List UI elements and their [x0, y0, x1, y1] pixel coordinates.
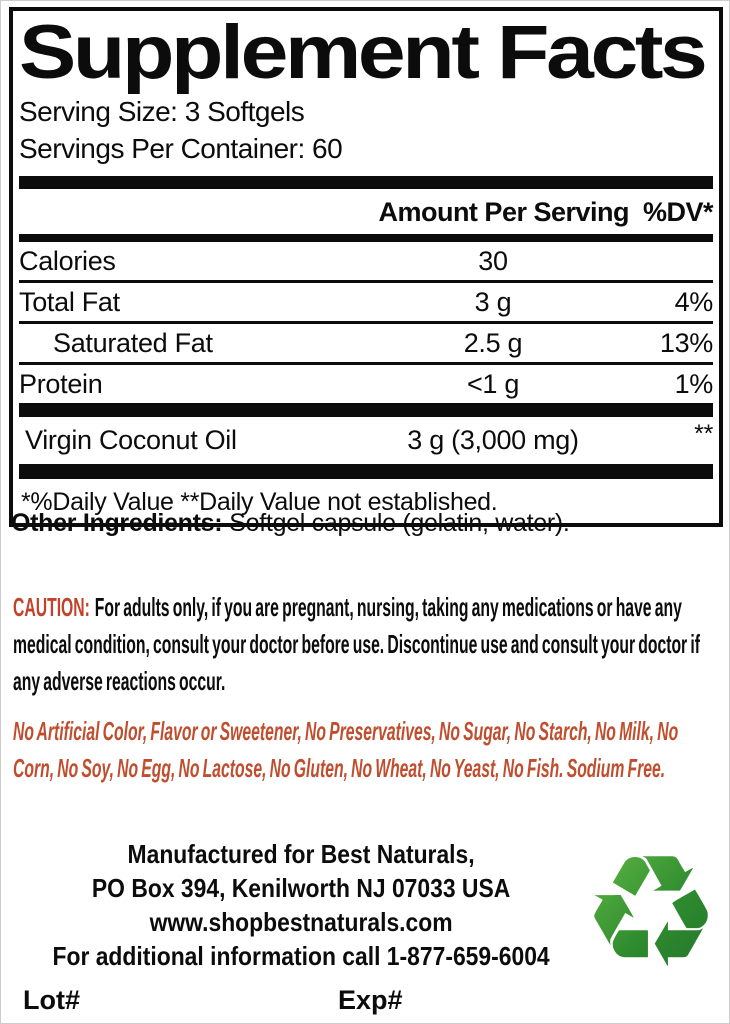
- nutrient-name: Saturated Fat: [53, 328, 213, 358]
- no-additives-claims: No Artificial Color, Flavor or Sweetener, No Preservatives, No Sugar, No Starch, No Milk, No Corn, No Soy, No Egg, No Lactose, No Gluten, No Wheat, No Yeast, No Fish. Sodium Free.: [13, 716, 679, 783]
- exp-date-label: Exp#: [338, 985, 403, 1015]
- website-line: www.shopbestnaturals.com: [149, 907, 453, 937]
- table-row-protein: [19, 365, 713, 403]
- other-ingredients-text: Softgel capsule (gelatin, water).: [229, 509, 570, 537]
- address-line: PO Box 394, Kenilworth NJ 07033 USA: [91, 873, 511, 903]
- serving-size: Serving Size: 3 Softgels: [19, 96, 305, 127]
- table-row-saturated-fat: [19, 324, 713, 365]
- manufacturer-block: [1, 837, 601, 973]
- nutrient-dv: 1%: [674, 369, 713, 399]
- phone-line: For additional information call 1-877-659-6004: [52, 941, 550, 971]
- nutrient-amount: 2.5 g: [463, 328, 523, 358]
- lot-number-label: Lot#: [23, 985, 80, 1015]
- caution-label: CAUTION:: [13, 592, 90, 622]
- table-row-total-fat: [19, 283, 713, 324]
- daily-value-footnote: *%Daily Value **Daily Value not established.: [21, 488, 498, 516]
- table-row-calories: [19, 242, 713, 283]
- other-ingredients-label: Other Ingredients:: [11, 509, 223, 537]
- nutrient-dv: 13%: [659, 328, 713, 358]
- divider-header: [19, 234, 713, 242]
- table-row-virgin-coconut-oil: [19, 417, 713, 464]
- divider-thick-bottom: [19, 464, 713, 479]
- caution-text: For adults only, if you are pregnant, nursing, taking any medications or have any medical condition, consult your doctor before use. Discontinue use and consult your doctor if any adverse reactions occur.: [13, 592, 700, 696]
- recycle-icon: [575, 835, 727, 991]
- table-header-row: [19, 189, 713, 234]
- nutrient-amount: <1 g: [466, 369, 520, 399]
- manufactured-line: Manufactured for Best Naturals,: [127, 839, 475, 869]
- divider-thick-mid: [19, 403, 713, 417]
- column-header-dv: %DV*: [643, 197, 714, 227]
- nutrient-amount: 30: [478, 246, 508, 276]
- caution-paragraph: [13, 589, 721, 700]
- ingredient-amount: 3 g (3,000 mg): [407, 425, 579, 455]
- divider-thick-top: [19, 176, 713, 189]
- servings-per-container: Servings Per Container: 60: [19, 133, 343, 164]
- ingredient-name: Virgin Coconut Oil: [25, 425, 237, 455]
- nutrient-dv: 4%: [674, 287, 713, 317]
- column-header-amount: Amount Per Serving: [378, 197, 629, 227]
- nutrient-amount: 3 g: [474, 287, 512, 317]
- other-ingredients: [11, 508, 570, 538]
- ingredient-dv: **: [694, 420, 713, 448]
- panel-title: Supplement Facts: [19, 10, 705, 95]
- nutrient-name: Protein: [19, 369, 103, 399]
- nutrient-dv: [643, 245, 713, 278]
- nutrient-name: Calories: [19, 246, 116, 276]
- nutrient-name: Total Fat: [19, 287, 120, 317]
- supplement-facts-panel: [9, 7, 723, 527]
